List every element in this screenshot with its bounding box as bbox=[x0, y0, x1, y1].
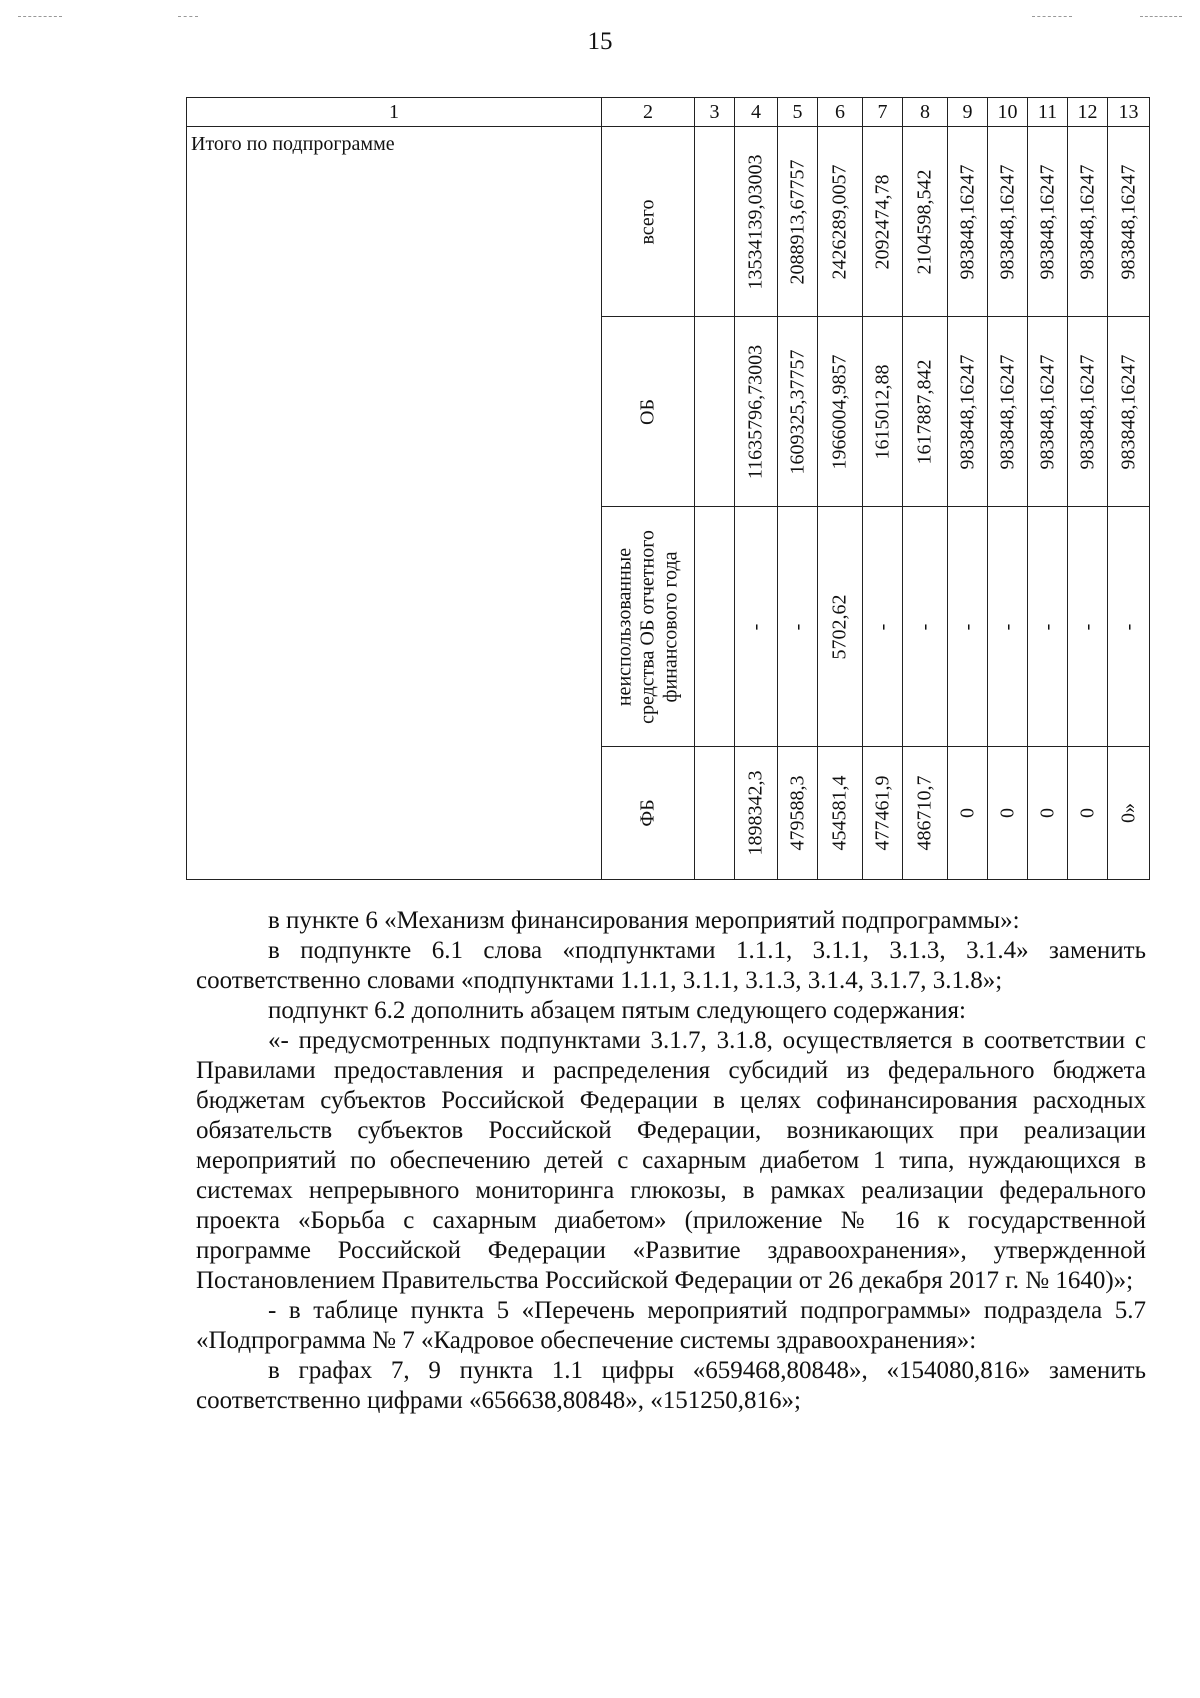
paragraph: «- предусмотренных подпунктами 3.1.7, 3.1.8, осуществляется в соответствии с Правилами предоставления и распределения субсидий из федерального бюджета бюджетам субъектов Российской Федерации в целях софинансирования расходных обязательств субъектов Российской Федерации, возникающих при реализации мероприятий по обеспечению детей с сахарным диабетом 1 типа, нуждающихся в системах непрерывного мониторинга глюкозы, в рамках реализации федерального проекта «Борьба с сахарным диабетом» (приложение № 16 к государственной программе Российской Федерации «Развитие здравоохранения», утвержденной Постановлением Правительства Российской Федерации от 26 декабря 2017 г. № 1640)»; bbox=[196, 1027, 1146, 1294]
table-cell: 1615012,88 bbox=[871, 364, 893, 459]
table-cell: 1609325,37757 bbox=[786, 349, 808, 474]
table-cell: 983848,16247 bbox=[956, 164, 978, 279]
crop-mark bbox=[178, 16, 198, 17]
table-cell: 1898342,3 bbox=[744, 770, 767, 856]
table-cell: 983848,16247 bbox=[956, 354, 978, 469]
body-text bbox=[196, 906, 1146, 1416]
column-number: 7 bbox=[863, 98, 903, 127]
table-cell: 2104598,542 bbox=[913, 169, 936, 274]
column-number: 3 bbox=[695, 98, 735, 127]
table-cell: 0 bbox=[1076, 808, 1098, 818]
table-cell: 983848,16247 bbox=[1036, 164, 1058, 279]
column-number: 12 bbox=[1068, 98, 1108, 127]
table-cell: 983848,16247 bbox=[1117, 164, 1139, 279]
paragraph: подпункт 6.2 дополнить абзацем пятым следующего содержания: bbox=[268, 997, 966, 1024]
table-cell: 11635796,73003 bbox=[744, 344, 767, 479]
table-cell: - bbox=[1076, 623, 1098, 630]
paragraph: в пункте 6 «Механизм финансирования мероприятий подпрограммы»: bbox=[268, 907, 1020, 934]
table-cell: - bbox=[744, 623, 767, 630]
table-cell: 983848,16247 bbox=[1076, 164, 1098, 279]
table-cell: - bbox=[956, 623, 978, 630]
table-cell: 983848,16247 bbox=[996, 164, 1018, 279]
table-cell: 983848,16247 bbox=[1117, 354, 1139, 469]
column-number: 8 bbox=[903, 98, 948, 127]
table-cell: 2092474,78 bbox=[871, 174, 893, 269]
row-title: Итого по подпрограмме bbox=[187, 127, 602, 880]
funding-source-label: неиспользованные средства ОБ отчетного финансового года bbox=[613, 529, 682, 724]
funding-source-label: всего bbox=[636, 198, 659, 245]
table-cell: 477461,9 bbox=[871, 775, 893, 851]
crop-mark bbox=[1140, 16, 1182, 17]
empty-cell bbox=[695, 747, 735, 880]
table-row bbox=[187, 127, 1150, 317]
table-cell: 0 bbox=[956, 808, 978, 818]
column-number: 13 bbox=[1108, 98, 1150, 127]
crop-mark bbox=[1032, 16, 1072, 17]
page-number: 15 bbox=[587, 28, 613, 55]
table-cell: 486710,7 bbox=[913, 775, 936, 851]
table-cell: 2426289,0057 bbox=[828, 164, 851, 279]
funding-source-label: ОБ bbox=[636, 398, 659, 425]
column-number-row bbox=[187, 98, 1150, 127]
column-number: 5 bbox=[778, 98, 818, 127]
paragraph: в графах 7, 9 пункта 1.1 цифры «659468,80848», «154080,816» заменить соответственно цифрами «656638,80848», «151250,816»; bbox=[196, 1357, 1146, 1414]
table-cell: 983848,16247 bbox=[1076, 354, 1098, 469]
table-cell: 2088913,67757 bbox=[786, 159, 808, 284]
crop-mark bbox=[18, 16, 62, 17]
column-number: 1 bbox=[187, 98, 602, 127]
funding-source-label: ФБ bbox=[636, 799, 659, 827]
column-number: 11 bbox=[1028, 98, 1068, 127]
column-number: 6 bbox=[818, 98, 863, 127]
table-cell: 0» bbox=[1117, 803, 1139, 823]
table-cell: 0 bbox=[1036, 808, 1058, 818]
paragraph: - в таблице пункта 5 «Перечень мероприятий подпрограммы» подраздела 5.7 «Подпрограмма № 7 «Кадровое обеспечение системы здравоохранения»: bbox=[196, 1297, 1146, 1354]
financing-table bbox=[186, 97, 1150, 880]
table-cell: - bbox=[786, 623, 808, 630]
table-cell: - bbox=[996, 623, 1018, 630]
empty-cell bbox=[695, 317, 735, 507]
table-cell: 1966004,9857 bbox=[828, 354, 851, 469]
empty-cell bbox=[695, 127, 735, 317]
table-cell: 983848,16247 bbox=[996, 354, 1018, 469]
column-number: 9 bbox=[948, 98, 988, 127]
table-cell: 13534139,03003 bbox=[744, 154, 767, 289]
column-number: 2 bbox=[602, 98, 695, 127]
table-cell: - bbox=[871, 623, 893, 630]
table-cell: - bbox=[913, 623, 936, 630]
table-cell: 983848,16247 bbox=[1036, 354, 1058, 469]
table-cell: 1617887,842 bbox=[913, 359, 936, 464]
empty-cell bbox=[695, 507, 735, 747]
table-cell: 479588,3 bbox=[786, 775, 808, 851]
table-cell: 454581,4 bbox=[828, 775, 851, 851]
table-cell: 0 bbox=[996, 808, 1018, 818]
column-number: 4 bbox=[735, 98, 778, 127]
table-cell: - bbox=[1036, 623, 1058, 630]
table-cell: 5702,62 bbox=[828, 594, 851, 659]
column-number: 10 bbox=[988, 98, 1028, 127]
paragraph: в подпункте 6.1 слова «подпунктами 1.1.1, 3.1.1, 3.1.3, 3.1.4» заменить соответственно словами «подпунктами 1.1.1, 3.1.1, 3.1.3, 3.1.4, 3.1.7, 3.1.8»; bbox=[196, 937, 1146, 994]
table-cell: - bbox=[1117, 623, 1139, 630]
